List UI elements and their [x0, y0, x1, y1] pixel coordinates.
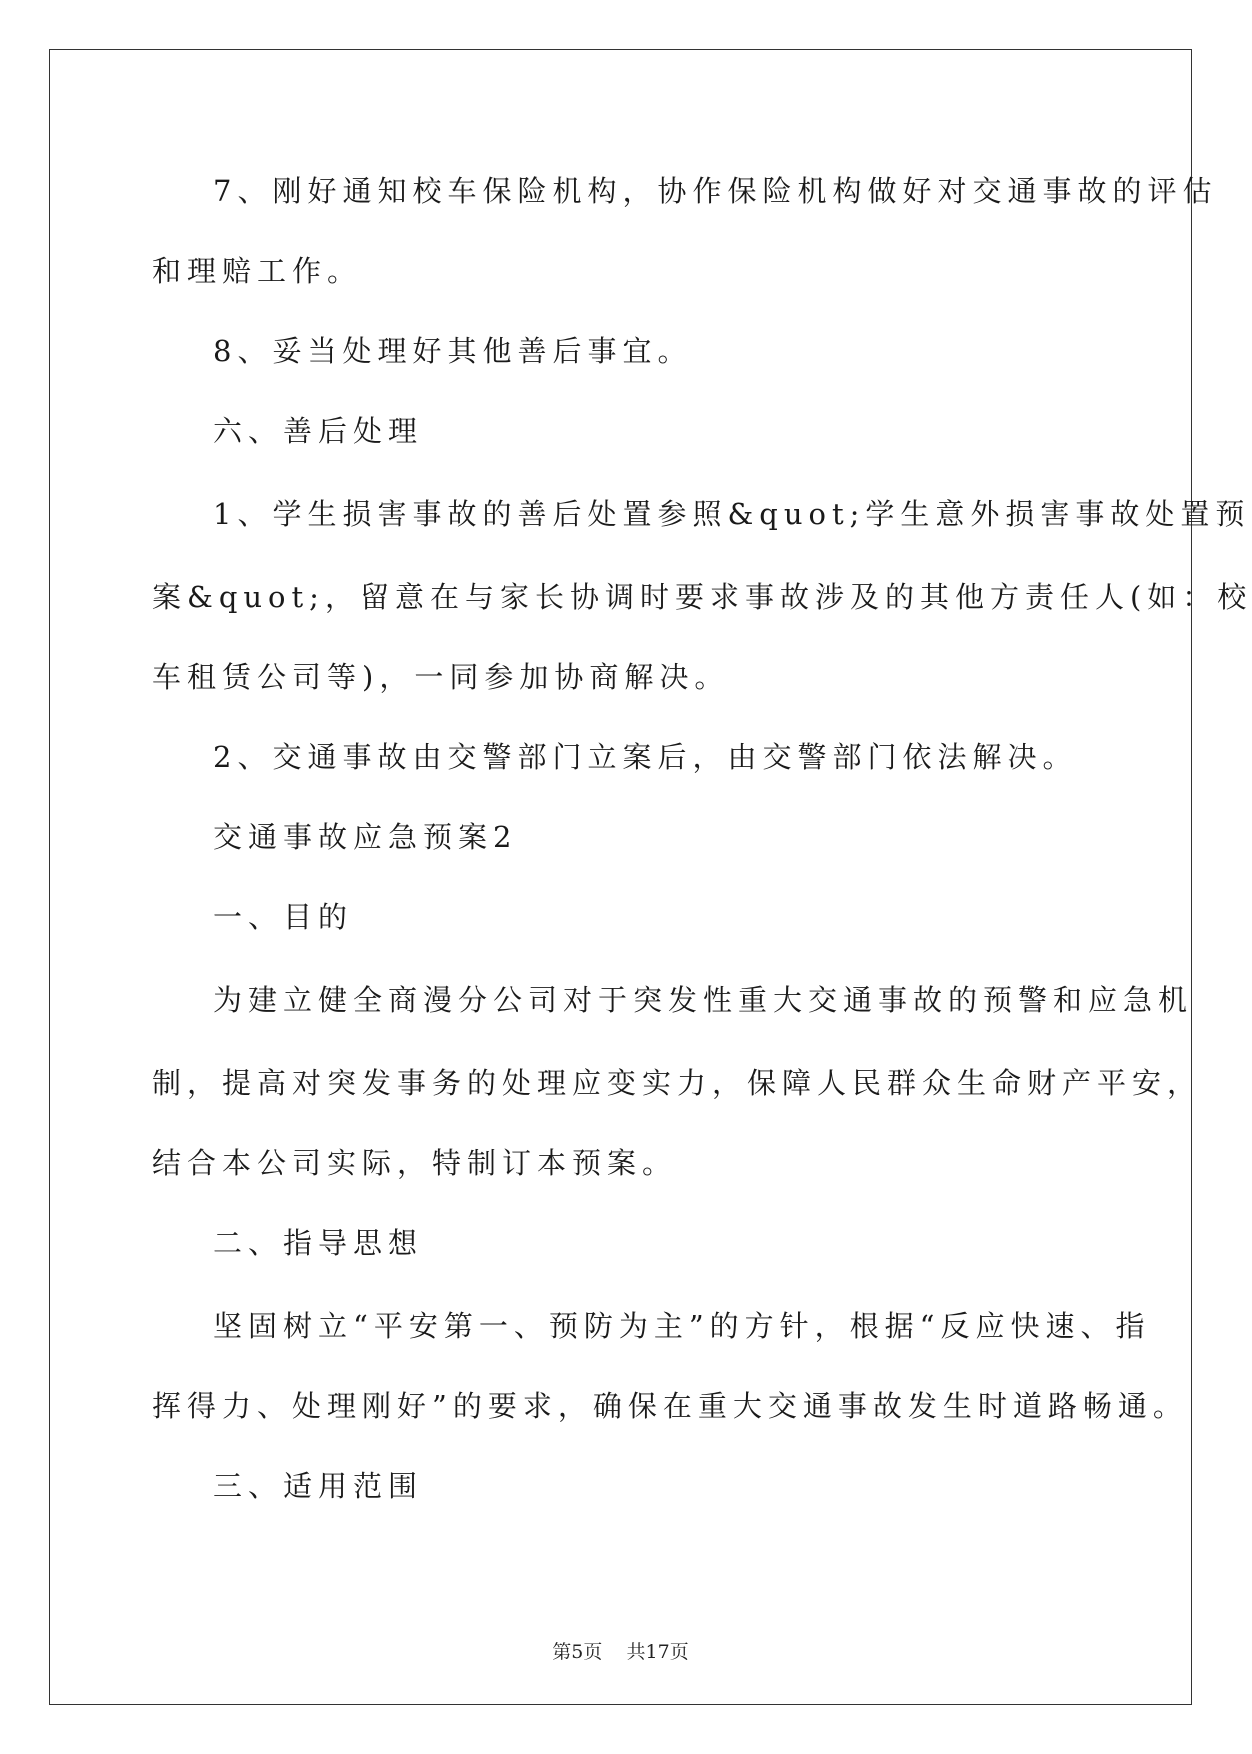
paragraph-line: 2、交通事故由交警部门立案后，由交警部门依法解决。 [213, 740, 1078, 774]
paragraph-line: 制，提高对突发事务的处理应变实力，保障人民群众生命财产平安， [152, 1066, 1203, 1100]
section-heading: 六、善后处理 [213, 414, 424, 448]
page-border [49, 49, 1252, 1705]
paragraph-line: 1、学生损害事故的善后处置参照&quot;学生意外损害事故处置预 [213, 497, 1251, 531]
paragraph-line: 和理赔工作。 [152, 254, 363, 288]
paragraph-line: 坚固树立“平安第一、预防为主”的方针，根据“反应快速、指 [213, 1309, 1151, 1343]
paragraph-line: 8、妥当处理好其他善后事宜。 [213, 334, 693, 368]
paragraph-line: 为建立健全商漫分公司对于突发性重大交通事故的预警和应急机 [213, 983, 1194, 1017]
section-heading: 一、目的 [213, 900, 354, 934]
page-footer [0, 1640, 1241, 1664]
document-subtitle: 交通事故应急预案2 [213, 820, 518, 854]
paragraph-line: 7、刚好通知校车保险机构，协作保险机构做好对交通事故的评估 [213, 174, 1218, 208]
section-heading: 三、适用范围 [213, 1469, 424, 1503]
page-total: 共17页 [626, 1641, 689, 1663]
section-heading: 二、指导思想 [213, 1226, 424, 1260]
paragraph-line: 结合本公司实际，特制订本预案。 [152, 1146, 678, 1180]
paragraph-line: 车租赁公司等)，一同参加协商解决。 [152, 660, 730, 694]
paragraph-line: 挥得力、处理刚好”的要求，确保在重大交通事故发生时道路畅通。 [152, 1389, 1188, 1423]
paragraph-line: 案&quot;，留意在与家长协调时要求事故涉及的其他方责任人(如：校 [152, 580, 1252, 614]
page-number: 第5页 [552, 1641, 603, 1663]
